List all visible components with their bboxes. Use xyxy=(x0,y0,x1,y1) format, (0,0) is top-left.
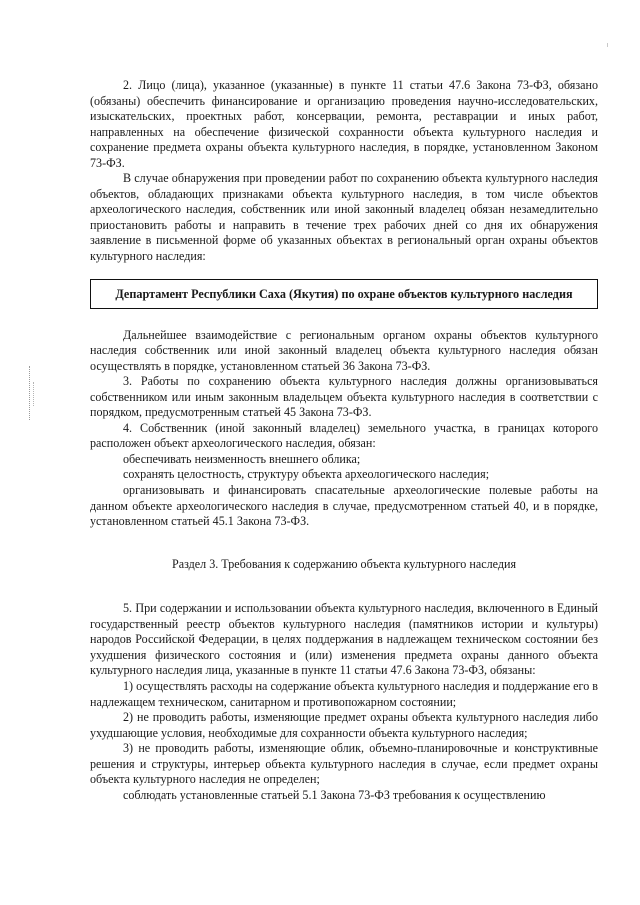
paragraph-item-5: 5. При содержании и использовании объекта культурного наследия, включенного в Единый государственный реестр объектов культурного наследия (памятников истории и культуры) народов Российской Федерации, в целях поддержания в надлежащем техническом состоянии без ухудшения физического состояния и (или) изменения предмета охраны данного объекта культурного наследия лица, указанные в пункте 11 статьи 47.6 Закона 73-ФЗ, обязаны: xyxy=(90,601,598,678)
obligation-rescue-works: организовывать и финансировать спасательные археологические полевые работы на данном объекте археологического наследия в случае, предусмотренном статьей 40, и в порядке, установленном статьей 45.1 Закона 73-ФЗ. xyxy=(90,483,598,529)
paragraph-interaction: Дальнейшее взаимодействие с региональным органом охраны объектов культурного наследия собственник или иной законный владелец объекта культурного наследия обязан осуществлять в порядке, установленном статьей 36 Закона 73-ФЗ. xyxy=(90,327,598,373)
paragraph-discovery: В случае обнаружения при проведении работ по сохранению объекта культурного наследия объектов, обладающих признаками объекта культурного наследия, в том числе объектов археологического наследия, собственник или иной законный владелец обязан незамедлительно приостановить работы и направить в течение трех рабочих дней со дня их обнаружения заявление в письменной форме об указанных объектах в региональный орган охраны объектов культурного наследия: xyxy=(90,171,598,264)
document-body xyxy=(90,78,598,803)
scan-margin-dots-inner xyxy=(33,382,36,406)
paragraph-item-4: 4. Собственник (иной законный владелец) земельного участка, в границах которого расположен объект археологического наследия, обязан: xyxy=(90,420,598,451)
section-3-title: Раздел 3. Требования к содержанию объекта культурного наследия xyxy=(171,556,517,571)
paragraph-item-3: 3. Работы по сохранению объекта культурного наследия должны организовываться собственником или иным законным владельцем объекта культурного наследия в соответствии с порядком, предусмотренным статьей 45 Закона 73-ФЗ. xyxy=(90,374,598,420)
authority-name-box: Департамент Республики Саха (Якутия) по охране объектов культурного наследия xyxy=(90,279,598,309)
requirement-3: 3) не проводить работы, изменяющие облик, объемно-планировочные и конструктивные решения и структуры, интерьер объекта культурного наследия в случае, если предмет охраны объекта культурного наследия не определен; xyxy=(90,741,598,787)
scan-mark xyxy=(607,43,608,47)
obligation-integrity: сохранять целостность, структуру объекта археологического наследия; xyxy=(123,467,490,482)
obligation-appearance: обеспечивать неизменность внешнего облика; xyxy=(123,451,361,466)
paragraph-item-2: 2. Лицо (лица), указанное (указанные) в пункте 11 статьи 47.6 Закона 73-ФЗ, обязано (обязаны) обеспечить финансирование и организацию проведения научно-исследовательских, изыскательских, проектных работ, консервации, ремонта, реставрации и иных работ, направленных на обеспечение физической сохранности объекта культурного наследия и сохранение предмета охраны объекта культурного наследия, в порядке, установленном Законом 73-ФЗ. xyxy=(90,78,598,170)
requirement-2: 2) не проводить работы, изменяющие предмет охраны объекта культурного наследия либо ухудшающие условия, необходимые для сохранности объекта культурного наследия; xyxy=(90,710,598,740)
requirement-1: 1) осуществлять расходы на содержание объекта культурного наследия и поддержание его в надлежащем техническом, санитарном и противопожарном состоянии; xyxy=(90,678,598,709)
requirement-continuation: соблюдать установленные статьей 5.1 Закона 73-ФЗ требования к осуществлению xyxy=(123,787,546,802)
